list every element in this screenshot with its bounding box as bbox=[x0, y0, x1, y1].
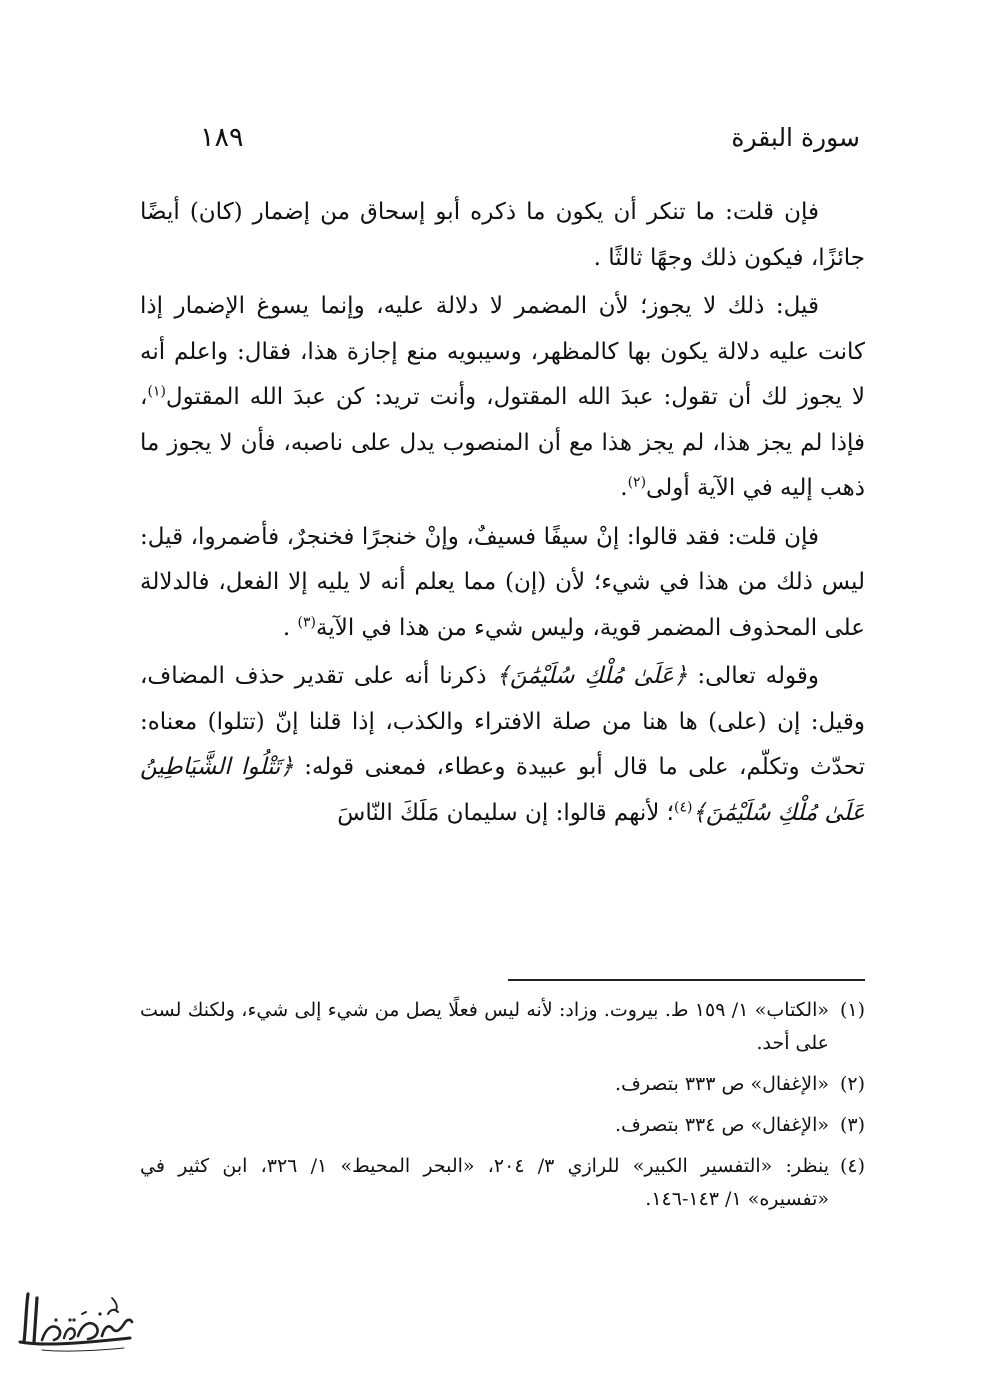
paragraph-4-part-a: وقوله تعالى: bbox=[687, 663, 819, 689]
footnote-number: (٤) bbox=[839, 1155, 865, 1177]
paragraph-2-part-a: قيل: ذلك لا يجوز؛ لأن المضمر لا دلالة عليه، وإنما يسوغ الإضمار إذا كانت عليه دلالة يكون بها كالمظهر، وسيبويه منع إجازة هذا، فقال: واعلم أنه لا يجوز لك أن تقول: عبدَ الله المقتول، وأنت تريد: كن عبدَ الله المقتول bbox=[140, 293, 865, 410]
paragraph-1: فإن قلت: ما تنكر أن يكون ما ذكره أبو إسحاق من إضمار (كان) أيضًا جائزًا، فيكون ذلك وجهًا ثالثًا . bbox=[140, 199, 865, 271]
footnote-separator bbox=[508, 979, 865, 981]
footnote-4 bbox=[140, 1150, 865, 1216]
footnote-text: «الإغفال» ص ٣٣٤ بتصرف. bbox=[615, 1114, 829, 1136]
paragraph-3 bbox=[140, 515, 865, 652]
paragraph-2-part-c: . bbox=[620, 475, 628, 501]
footnotes bbox=[140, 994, 865, 1224]
paragraph-4-part-c: ؛ لأنهم قالوا: إن سليمان مَلَكَ النّاسَ bbox=[337, 799, 674, 826]
paragraph-4 bbox=[140, 654, 865, 836]
paragraph-3-part-a: فإن قلت: فقد قالوا: إنْ سيفًا فسيفٌ، وإنْ خنجرًا فخنجرٌ، فأضمروا، قيل: ليس ذلك من هذا في شيء؛ لأن (إن) مما يعلم أنه لا يليه إلا الفعل، فالدلالة على المحذوف المضمر قوية، وليس شيء من هذا في الآية bbox=[140, 523, 865, 641]
footnote-text: ينظر: «التفسير الكبير» للرازي ٣/ ٢٠٤، «البحر المحيط» ١/ ٣٢٦، ابن كثير في «تفسيره» ١/ ١٤٣-١٤٦. bbox=[140, 1155, 829, 1210]
surah-title: سورة البقرة bbox=[731, 123, 860, 152]
footnote-ref-1[interactable]: (١) bbox=[147, 383, 166, 400]
main-text bbox=[140, 190, 865, 839]
paragraph-4-part-b: ذكرنا أنه على تقدير حذف المضاف، وقيل: إن (على) ها هنا من صلة الافتراء والكذب، إذا قلنا إنّ (تتلوا) معناه: تحدّث وتكلّم، على ما قال أبو عبيدة وعطاء، فمعنى قوله: bbox=[140, 663, 865, 780]
logo-svg bbox=[12, 1284, 142, 1356]
quran-quote-2: ﴿تَتْلُوا الشَّيَاطِينُ عَلَىٰ مُلْكِ سُلَيْمَٰنَ﴾ bbox=[140, 754, 865, 826]
page-header bbox=[200, 118, 860, 158]
footnote-number: (٢) bbox=[839, 1073, 865, 1095]
footnote-ref-3[interactable]: (٣) bbox=[297, 613, 316, 630]
footnote-1 bbox=[140, 994, 865, 1060]
footnote-text: «الكتاب» ١/ ١٥٩ ط. بيروت. وزاد: لأنه ليس فعلًا يصل من شيء إلى شيء، ولكنك لست على أحد. bbox=[140, 999, 829, 1054]
quran-quote-1: ﴿عَلَىٰ مُلْكِ سُلَيْمَٰنَ﴾ bbox=[496, 663, 688, 689]
footnote-text: «الإغفال» ص ٣٣٣ بتصرف. bbox=[615, 1073, 829, 1095]
calligraphy-logo-icon bbox=[12, 1284, 142, 1356]
paragraph-3-part-b: . bbox=[282, 614, 298, 641]
footnote-number: (٣) bbox=[839, 1114, 865, 1136]
footnote-ref-4[interactable]: (٤) bbox=[673, 798, 693, 815]
page-number: ١٨٩ bbox=[200, 122, 244, 153]
footnote-ref-2[interactable]: (٢) bbox=[627, 474, 647, 491]
paragraph-2-part-b: ، فإذا لم يجز هذا، لم يجز هذا مع أن المنصوب يدل على ناصبه، فأن لا يجوز ما ذهب إليه في الآية أولى bbox=[140, 384, 865, 501]
footnote-3 bbox=[140, 1109, 865, 1142]
footnote-2 bbox=[140, 1068, 865, 1101]
footnote-number: (١) bbox=[839, 999, 865, 1021]
paragraph-2 bbox=[140, 284, 865, 512]
